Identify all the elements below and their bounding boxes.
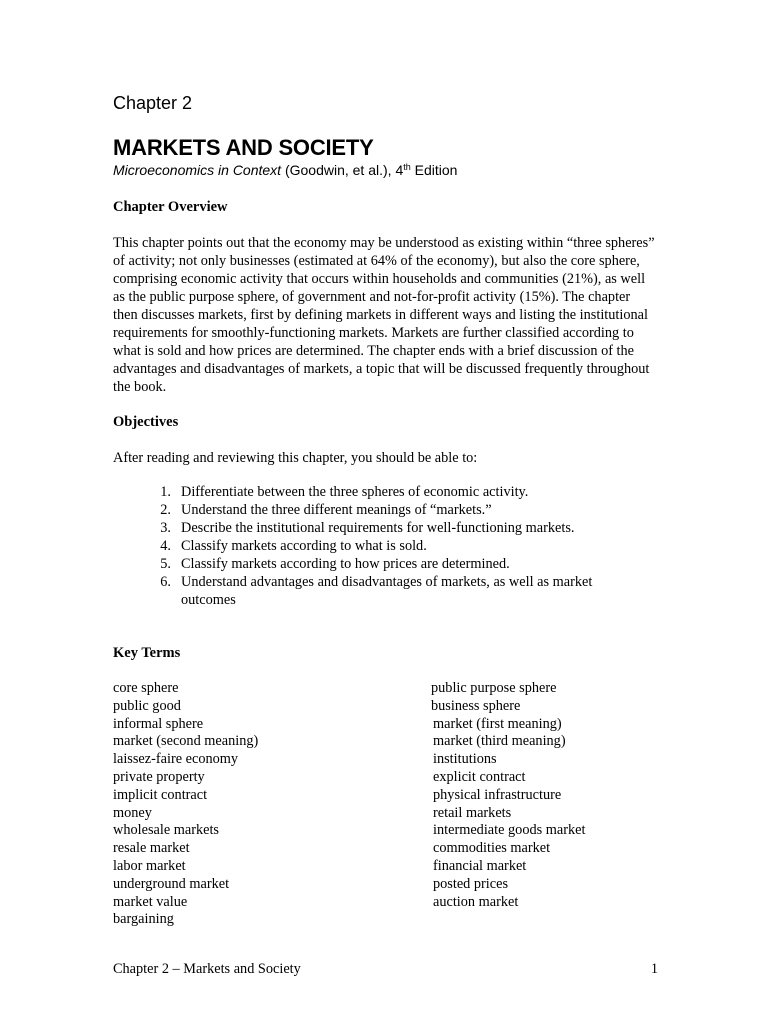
key-term: auction market — [433, 893, 519, 910]
objective-text: Understand advantages and disadvantages of markets, as well as market outcomes — [181, 574, 593, 608]
key-term: market value — [113, 893, 188, 910]
page-number: 1 — [650, 961, 658, 977]
objectives-list — [149, 483, 629, 609]
objective-item — [149, 573, 629, 609]
key-term: commodities market — [433, 840, 551, 857]
key-term: implicit contract — [113, 786, 208, 803]
page-title: MARKETS AND SOCIETY — [113, 135, 374, 160]
objective-text: Classify markets according to what is sold. — [181, 538, 427, 554]
key-term: public good — [113, 697, 181, 714]
objectives-intro: After reading and reviewing this chapter, you should be able to: — [113, 450, 478, 466]
key-terms-heading: Key Terms — [113, 645, 181, 661]
objective-text: Classify markets according to how prices are determined. — [181, 556, 510, 572]
objective-number: 4. — [160, 538, 171, 554]
key-term: market (first meaning) — [433, 715, 562, 732]
key-term: informal sphere — [113, 715, 204, 732]
key-term: wholesale markets — [113, 822, 219, 839]
objective-item — [149, 483, 629, 501]
key-term: underground market — [113, 875, 230, 892]
key-term: business sphere — [431, 697, 521, 714]
key-term: market (third meaning) — [433, 733, 566, 750]
key-term: labor market — [113, 857, 186, 874]
key-term: resale market — [113, 840, 190, 857]
objective-number: 1. — [160, 484, 171, 500]
key-term: money — [113, 804, 152, 821]
objective-text: Describe the institutional requirements for well-functioning markets. — [181, 520, 575, 536]
key-terms-left-column — [113, 680, 258, 929]
subtitle-authors: (Goodwin, et al.), 4 — [281, 162, 404, 178]
key-term: private property — [113, 768, 205, 785]
key-term: laissez-faire economy — [113, 751, 239, 768]
key-term: institutions — [433, 751, 497, 768]
objective-item — [149, 519, 629, 537]
key-term: posted prices — [433, 875, 509, 892]
overview-heading: Chapter Overview — [113, 199, 228, 215]
key-term: public purpose sphere — [431, 680, 557, 696]
key-term: core sphere — [113, 680, 179, 696]
overview-paragraph: This chapter points out that the economy may be understood as existing within “three spheres” of activity; not only businesses (estimated at 64% of the economy), but also the core sphere, comprising economic activity that occurs within households and communities (21%), as well as the public purpose sphere, of government and not-for-profit activity (15%). The chapter then discusses markets, first by defining markets in different ways and listing the institutional requirements for smoothly-functioning markets. Markets are further classified according to what is sold and how prices are determined. The chapter ends with a brief discussion of the advantages and disadvantages of markets, a topic that will be discussed frequently throughout the book. — [113, 235, 655, 395]
objective-number: 6. — [160, 574, 171, 590]
key-term: explicit contract — [433, 768, 526, 785]
edition-superscript: th — [403, 162, 411, 172]
chapter-label: Chapter 2 — [113, 93, 193, 113]
subtitle — [113, 161, 457, 179]
objective-item — [149, 555, 629, 573]
objective-number: 3. — [160, 520, 171, 536]
objective-number: 2. — [160, 502, 171, 518]
key-term: market (second meaning) — [113, 733, 259, 750]
key-term: intermediate goods market — [433, 822, 586, 839]
key-term: retail markets — [433, 804, 512, 821]
footer-chapter-title: Chapter 2 – Markets and Society — [113, 961, 301, 977]
objective-number: 5. — [160, 556, 171, 572]
subtitle-edition: Edition — [410, 162, 458, 178]
key-term: bargaining — [113, 911, 174, 928]
book-title: Microeconomics in Context — [113, 162, 282, 178]
objectives-heading: Objectives — [113, 414, 179, 430]
objective-text: Understand the three different meanings of “markets.” — [181, 502, 492, 518]
objective-text: Differentiate between the three spheres of economic activity. — [181, 484, 529, 500]
key-terms-right-column — [431, 680, 585, 911]
key-term: financial market — [433, 857, 527, 874]
key-term: physical infrastructure — [433, 786, 562, 803]
objective-item — [149, 537, 629, 555]
objective-item — [149, 501, 629, 519]
